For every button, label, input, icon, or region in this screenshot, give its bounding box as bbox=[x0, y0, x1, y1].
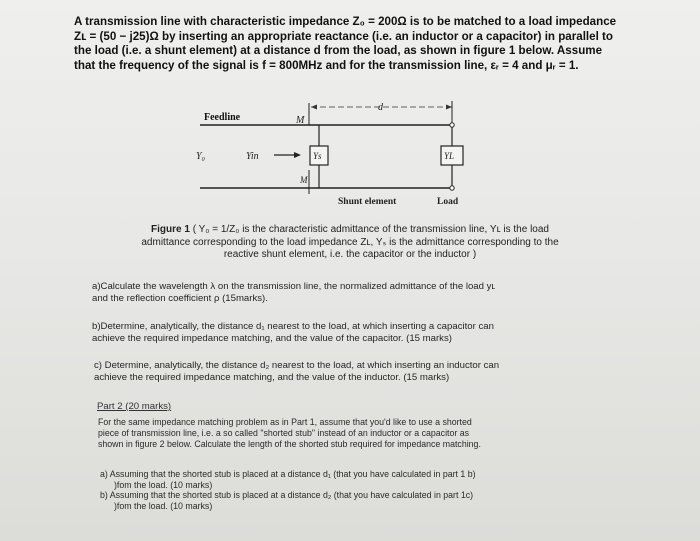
figure-1-diagram bbox=[190, 98, 490, 216]
intro-line: the load (i.e. a shunt element) at a distance d from the load, as shown in figure 1 below. Assume bbox=[74, 44, 603, 58]
question-line: and the reflection coefficient ρ (15marks). bbox=[92, 293, 268, 305]
part2-title: Part 2 (20 marks) bbox=[97, 401, 172, 412]
caption-line: admittance corresponding to the load impedance Zʟ, Yₛ is the admittance corresponding to the bbox=[141, 236, 559, 248]
yin-arrow-head bbox=[294, 152, 301, 158]
intro-line: Zʟ = (50 − j25)Ω by inserting an appropriate reactance (i.e. an inductor or a capacitor) in parallel to bbox=[74, 29, 613, 43]
part2-line: piece of transmission line, i.e. a so called "shorted stub" instead of an inductor or a capacitor as bbox=[98, 428, 470, 439]
question-line: c) Determine, analytically, the distance d₂ nearest to the load, at which inserting an inductor can bbox=[94, 360, 500, 371]
caption-line: ( Y₀ = 1/Z₀ is the characteristic admittance of the transmission line, Yʟ is the load bbox=[192, 224, 549, 235]
part2-item-line: )fom the load. (10 marks) bbox=[114, 479, 213, 490]
part2-item-line: b) Assuming that the shorted stub is placed at a distance d₂ (that you have calculated in part 1c) bbox=[100, 490, 474, 501]
question-c bbox=[94, 360, 499, 385]
d-arrow-right bbox=[446, 105, 452, 110]
question-line: b)Determine, analytically, the distance d₁ nearest to the load, at which inserting a capacitor can bbox=[92, 321, 494, 332]
question-line: achieve the required impedance matching, and the value of the inductor. (15 marks) bbox=[94, 372, 450, 384]
m-bottom-label: M' bbox=[300, 175, 310, 185]
shunt-element-label: Shunt element bbox=[338, 197, 397, 207]
load-label: Load bbox=[437, 197, 459, 207]
yl-label: YL bbox=[444, 151, 455, 161]
caption-line: reactive shunt element, i.e. the capacitor or the inductor ) bbox=[223, 249, 477, 261]
intro-line: that the frequency of the signal is f = 800MHz and for the transmission line, εᵣ = 4 and μᵣ = 1. bbox=[74, 58, 579, 72]
part2-item-line: a) Assuming that the shorted stub is placed at a distance d₁ (that you have calculated in part 1 b) bbox=[100, 469, 476, 479]
part2-line: shown in figure 2 below. Calculate the length of the shorted stub required for impedance matching. bbox=[98, 439, 481, 450]
ys-label: Ys bbox=[313, 151, 322, 161]
figure-1-caption bbox=[100, 224, 600, 262]
load-terminal-top bbox=[450, 123, 454, 127]
problem-intro bbox=[74, 15, 634, 73]
question-line: achieve the required impedance matching, and the value of the capacitor. (15 marks) bbox=[92, 333, 452, 345]
intro-line: A transmission line with characteristic impedance Z₀ = 200Ω is to be matched to a load impedance bbox=[74, 15, 617, 28]
question-b bbox=[92, 321, 494, 346]
part2-text bbox=[98, 417, 481, 451]
d-label: d bbox=[378, 102, 383, 113]
m-top-label: M bbox=[296, 115, 305, 126]
y0-label: Y₀ bbox=[196, 151, 206, 162]
load-terminal-bottom bbox=[450, 186, 454, 190]
part2-item-line: )fom the load. (10 marks) bbox=[114, 500, 213, 511]
question-line: a)Calculate the wavelength λ on the transmission line, the normalized admittance of the load yʟ bbox=[92, 281, 496, 292]
yin-label: Yin bbox=[246, 151, 259, 162]
part2-items bbox=[100, 469, 476, 511]
question-a bbox=[92, 281, 495, 306]
d-arrow-left bbox=[311, 105, 317, 110]
part2-line: For the same impedance matching problem as in Part 1, assume that you'd like to use a shorted bbox=[98, 417, 472, 427]
figure-label: Figure 1 bbox=[151, 224, 190, 235]
feedline-label: Feedline bbox=[204, 112, 241, 123]
